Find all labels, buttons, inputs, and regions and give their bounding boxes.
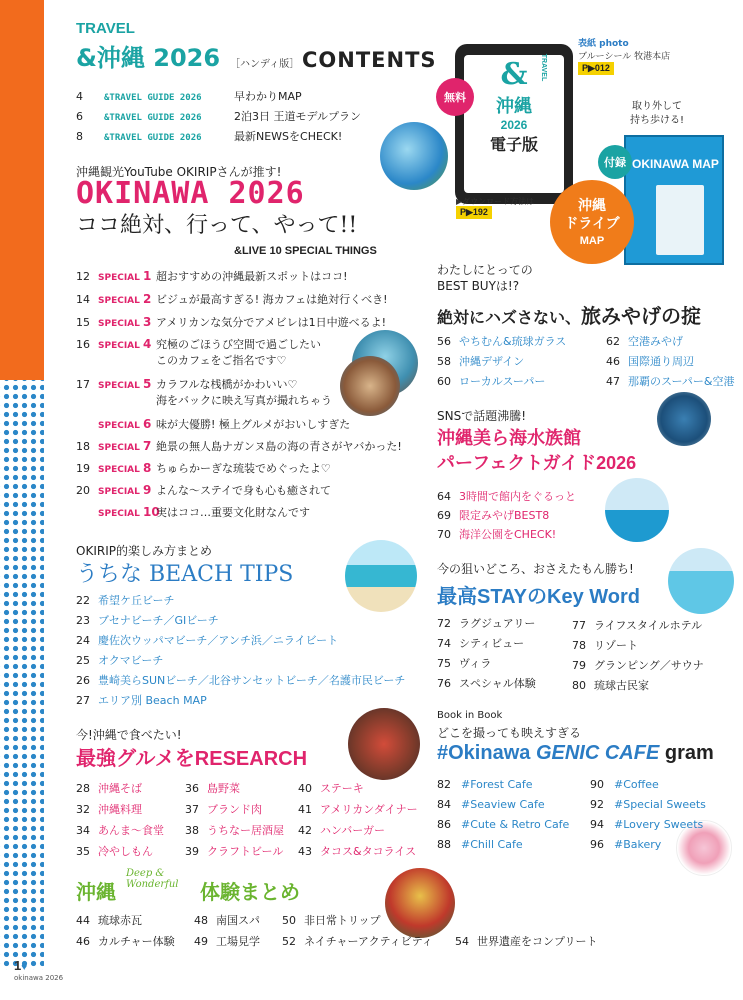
gourmet-text: うちなー居酒屋 xyxy=(207,824,284,837)
special-number xyxy=(98,315,156,329)
cafe-item[interactable] xyxy=(590,818,703,831)
page-number: 27 xyxy=(76,694,90,707)
special-text: 究極のごほうび空間で過ごしたい xyxy=(156,338,321,351)
special-number xyxy=(98,461,156,475)
souvenir-item[interactable] xyxy=(606,373,734,389)
page-number: 94 xyxy=(590,818,604,831)
cafe-text: #Lovery Sweets xyxy=(614,818,704,831)
page-number: 60 xyxy=(437,375,451,388)
removable-note: 取り外して 持ち歩ける! xyxy=(630,101,685,126)
cover-photo-credit xyxy=(578,38,670,64)
pool-photo xyxy=(668,548,734,614)
gourmet-item[interactable] xyxy=(76,780,142,796)
special-label: SPECIAL xyxy=(98,296,140,306)
stay-item[interactable] xyxy=(572,637,638,653)
special-text: ビジュが最高すぎる! 海カフェは絶対行くべき! xyxy=(156,293,388,306)
ebook-screen xyxy=(464,55,564,193)
page-number: 78 xyxy=(572,639,586,652)
beach-item[interactable] xyxy=(76,652,163,668)
experience-title: 体験まとめ xyxy=(200,882,300,904)
special-number xyxy=(98,439,156,453)
experience-item[interactable] xyxy=(282,933,433,949)
page-number: 54 xyxy=(455,935,469,948)
page-number: 20 xyxy=(76,484,90,497)
stay-lead: 今の狙いどころ、おさえたもん勝ち! xyxy=(437,562,634,576)
beach-text: エリア別 Beach MAP xyxy=(98,694,207,707)
special-item[interactable] xyxy=(76,482,331,498)
souvenir-text: 沖縄デザイン xyxy=(459,355,525,368)
experience-text: 世界遺産をコンプリート xyxy=(477,935,598,948)
beach-text: 慶佐次ウッパマビーチ／アンチ浜／ニライビート xyxy=(98,634,339,647)
page-number: 36 xyxy=(185,782,199,795)
page-number: 84 xyxy=(437,798,451,811)
beach-item[interactable] xyxy=(76,592,175,608)
page-number: 77 xyxy=(572,619,586,632)
bestbuy-lead-1: わたしにとっての xyxy=(437,263,533,277)
special-text: ちゅらかーぎな琉装でめぐったよ♡ xyxy=(156,462,331,475)
cafe-text: #Seaview Cafe xyxy=(461,798,545,811)
page-number: 6 xyxy=(76,110,83,123)
page-number: 18 xyxy=(76,440,90,453)
special-num: 5 xyxy=(143,377,152,391)
stay-item[interactable] xyxy=(437,615,535,631)
page-number: 22 xyxy=(76,594,90,607)
beach-text: 希望ケ丘ビーチ xyxy=(98,594,175,607)
stay-text: ラグジュアリー xyxy=(459,617,536,630)
cover-page-badge[interactable]: P▶012 xyxy=(578,62,614,75)
cafe-title-c: gram xyxy=(664,742,714,764)
guide-item[interactable] xyxy=(76,88,302,104)
gourmet-item[interactable] xyxy=(76,801,142,817)
special-text: このカフェをご指名です♡ xyxy=(156,354,287,367)
experience-item[interactable] xyxy=(282,912,381,928)
ebook-label: 電子版 xyxy=(489,137,538,154)
special-number xyxy=(98,292,156,306)
souvenir-item[interactable] xyxy=(606,353,694,369)
page-number: 32 xyxy=(76,803,90,816)
page-number: 12 xyxy=(76,270,90,283)
page-number: 86 xyxy=(437,818,451,831)
page-number: 56 xyxy=(437,335,451,348)
experience-item[interactable] xyxy=(455,933,598,949)
map-booklet-panel xyxy=(656,185,704,255)
experience-text: ネイチャーアクティビティ xyxy=(304,935,433,948)
gourmet-item[interactable] xyxy=(298,822,385,838)
gourmet-item[interactable] xyxy=(298,780,364,796)
page-number: 75 xyxy=(437,657,451,670)
guide-label: &TRAVEL GUIDE 2026 xyxy=(104,93,202,103)
special-label: SPECIAL xyxy=(98,273,140,283)
stay-text: ライフスタイルホテル xyxy=(594,619,703,632)
dance-photo xyxy=(385,868,455,938)
page-folio xyxy=(14,958,27,973)
page-number: 19 xyxy=(76,462,90,475)
cafe-title-a: #Okinawa xyxy=(437,742,531,764)
gourmet-text: 沖縄料理 xyxy=(98,803,142,816)
beach-lead: OKIRIP的楽しみ方まとめ xyxy=(76,544,212,558)
beach-title: うちな BEACH TIPS xyxy=(76,562,294,587)
page-number: 38 xyxy=(185,824,199,837)
ebook-amp: & xyxy=(500,57,528,92)
experience-item[interactable] xyxy=(194,912,260,928)
special-item[interactable] xyxy=(76,376,297,392)
guide-title: 早わかりMAP xyxy=(234,90,302,103)
guide-label: &TRAVEL GUIDE 2026 xyxy=(104,113,202,123)
stay-item[interactable] xyxy=(437,655,491,671)
stay-item[interactable] xyxy=(572,677,649,693)
page-number: 96 xyxy=(590,838,604,851)
cafe-text: #Bakery xyxy=(614,838,662,851)
bestbuy-lead xyxy=(437,262,533,294)
folio-number: 1 xyxy=(14,958,22,973)
heart-icon: ♥ xyxy=(21,962,28,973)
special-num: 4 xyxy=(143,337,152,351)
page-number: 23 xyxy=(76,614,90,627)
special-subtitle: ココ絶対、行って、やって!! xyxy=(76,213,358,238)
page-number: 41 xyxy=(298,803,312,816)
special-item[interactable] xyxy=(76,291,388,307)
special-text: 超おすすめの沖縄最新スポットはココ! xyxy=(156,270,348,283)
page-number: 46 xyxy=(606,355,620,368)
page-number: 16 xyxy=(76,338,90,351)
special-number xyxy=(98,377,156,391)
special-text: カラフルな桟橋がかわいい♡ xyxy=(156,378,298,391)
special-lead: 沖縄観光YouTube OKIRIPさんが推す! xyxy=(76,165,282,179)
beach-item[interactable] xyxy=(76,672,405,688)
gourmet-title: 最強グルメをRESEARCH xyxy=(76,748,308,770)
page-number: 62 xyxy=(606,335,620,348)
page-number: 74 xyxy=(437,637,451,650)
beach-item[interactable] xyxy=(76,632,338,648)
experience-text: 南国スパ xyxy=(216,914,260,927)
beach-item[interactable] xyxy=(76,692,207,708)
page-number: 39 xyxy=(185,845,199,858)
map-booklet-illustration xyxy=(624,135,724,265)
stay-text: スペシャル体験 xyxy=(459,677,536,690)
cafe-lead: どこを撮っても映えすぎる xyxy=(437,726,582,740)
special-num: 6 xyxy=(143,417,152,431)
drive-map-title-3: MAP xyxy=(579,235,605,247)
aquarium-text: 3時間で館内をぐるっと xyxy=(459,490,576,503)
page-number: 28 xyxy=(76,782,90,795)
special-item[interactable] xyxy=(76,416,350,432)
stay-item[interactable] xyxy=(572,657,704,673)
gourmet-item[interactable] xyxy=(76,843,153,859)
experience-text: 非日常トリップ xyxy=(304,914,381,927)
special-text: 味が大優勝! 極上グルメがおいしすぎた xyxy=(156,418,351,431)
cafe-title xyxy=(437,742,714,765)
gourmet-text: 沖縄そば xyxy=(98,782,142,795)
souvenir-item[interactable] xyxy=(437,373,545,389)
stay-text: シティビュー xyxy=(459,637,525,650)
bestbuy-title-a: 絶対にハズさない、 xyxy=(437,310,582,327)
cafe-item[interactable] xyxy=(437,818,569,831)
page-number: 44 xyxy=(76,914,90,927)
gourmet-item[interactable] xyxy=(185,843,283,859)
stay-item[interactable] xyxy=(572,617,702,633)
special-text: 実はココ…重要文化財なんです xyxy=(156,506,310,519)
steak-photo xyxy=(348,708,420,780)
cover-photo-place: ブルーシール 牧港本店 xyxy=(578,52,671,62)
cafe-item[interactable] xyxy=(437,798,545,811)
cafe-item[interactable] xyxy=(437,778,533,791)
special-number xyxy=(98,417,156,431)
experience-text: 工場見学 xyxy=(216,935,260,948)
special-num: 7 xyxy=(143,439,152,453)
page-number: 4 xyxy=(76,90,83,103)
contents-heading: CONTENTS xyxy=(302,48,437,72)
gourmet-text: ステーキ xyxy=(320,782,364,795)
gourmet-text: ハンバーガー xyxy=(320,824,386,837)
special-label: SPECIAL xyxy=(98,465,140,475)
page-number: 48 xyxy=(194,914,208,927)
souvenir-text: 空港みやげ xyxy=(628,335,683,348)
special-label: SPECIAL xyxy=(98,443,140,453)
stay-text: 琉球古民家 xyxy=(594,679,649,692)
special-num: 3 xyxy=(143,315,152,329)
page-number: 52 xyxy=(282,935,296,948)
souvenir-item[interactable] xyxy=(606,333,683,349)
experience-wonderful: Wonderful xyxy=(126,879,179,890)
guide-label: &TRAVEL GUIDE 2026 xyxy=(104,133,202,143)
special-item[interactable] xyxy=(76,336,321,352)
page-number: 34 xyxy=(76,824,90,837)
beach-text: オクマビーチ xyxy=(98,654,164,667)
special-label: SPECIAL xyxy=(98,341,140,351)
page-number: 14 xyxy=(76,293,90,306)
gourmet-text: タコス&タコライス xyxy=(320,845,417,858)
page-number: 72 xyxy=(437,617,451,630)
page-number: 79 xyxy=(572,659,586,672)
bestbuy-title xyxy=(437,300,701,329)
page-number: 24 xyxy=(76,634,90,647)
special-label: SPECIAL xyxy=(98,421,140,431)
guide-title: 2泊3日 王道モデルプラン xyxy=(234,110,361,123)
page-number: 69 xyxy=(437,509,451,522)
download-page-badge[interactable]: P▶192 xyxy=(456,206,492,219)
beach-item[interactable] xyxy=(76,612,219,628)
download-note: ▶ダウンロード方法は xyxy=(456,197,535,206)
ebook-okinawa: 沖縄 xyxy=(496,96,532,116)
drive-map-badge[interactable] xyxy=(550,180,634,264)
gourmet-text: ブランド肉 xyxy=(207,803,262,816)
special-item-continued xyxy=(76,352,286,368)
experience-deep: Deep & xyxy=(126,868,165,879)
guide-item[interactable] xyxy=(76,128,342,144)
heart-pattern-band xyxy=(0,380,44,970)
special-text: アメリカンな気分でアメビレは1日中遊べるよ! xyxy=(156,316,386,329)
souvenir-text: ローカルスーパー xyxy=(459,375,546,388)
cafe-item[interactable] xyxy=(590,778,659,791)
souvenir-text: 国際通り周辺 xyxy=(628,355,694,368)
cafe-text: #Forest Cafe xyxy=(461,778,533,791)
special-num: 10 xyxy=(143,505,160,519)
experience-deep-wonderful xyxy=(126,868,179,890)
drive-map-title-2: ドライブ xyxy=(564,215,620,231)
gourmet-lead: 今!沖縄で食べたい! xyxy=(76,728,182,742)
page-number: 82 xyxy=(437,778,451,791)
folio-subtitle: okinawa 2026 xyxy=(14,974,64,982)
aquarium-item[interactable] xyxy=(437,526,556,542)
brand-travel: TRAVEL xyxy=(76,20,135,37)
stay-item[interactable] xyxy=(437,635,524,651)
page-number: 35 xyxy=(76,845,90,858)
cover-photo-label: 表紙 photo xyxy=(578,39,629,49)
orange-side-band xyxy=(0,0,44,380)
cafe-item[interactable] xyxy=(437,838,523,851)
gourmet-text: 冷やしもん xyxy=(98,845,153,858)
page-number: 17 xyxy=(76,378,90,391)
souvenir-text: やちむん&琉球ガラス xyxy=(459,335,567,348)
cafe-item[interactable] xyxy=(590,838,661,851)
special-number xyxy=(98,483,156,497)
special-title: OKINAWA 2026 xyxy=(76,176,305,211)
gourmet-item[interactable] xyxy=(298,801,418,817)
stay-title: 最高STAYのKey Word xyxy=(437,586,640,608)
beach-text: ブセナビーチ／GIビーチ xyxy=(98,614,219,627)
free-badge: 無料 xyxy=(436,78,474,116)
special-num: 1 xyxy=(143,269,152,283)
special-item[interactable] xyxy=(76,314,386,330)
special-num: 2 xyxy=(143,292,152,306)
gourmet-photo xyxy=(340,356,400,416)
page-number: 40 xyxy=(298,782,312,795)
gourmet-text: アメリカンダイナー xyxy=(320,803,418,816)
page-number: 49 xyxy=(194,935,208,948)
guide-title: 最新NEWSをCHECK! xyxy=(234,130,343,143)
special-label: SPECIAL xyxy=(98,487,140,497)
page-number: 25 xyxy=(76,654,90,667)
dolphin-photo xyxy=(605,478,669,542)
aquarium-text: 海洋公園をCHECK! xyxy=(459,528,557,541)
cafe-text: #Special Sweets xyxy=(614,798,706,811)
gourmet-text: クラフトビール xyxy=(207,845,284,858)
page-number: 64 xyxy=(437,490,451,503)
furoku-badge: 付録 xyxy=(598,145,632,179)
special-label: SPECIAL xyxy=(98,319,140,329)
beach-text: 豊崎美らSUNビーチ／北谷サンセットビーチ／名護市民ビーチ xyxy=(98,674,406,687)
page-number: 15 xyxy=(76,316,90,329)
experience-text: カルチャー体験 xyxy=(98,935,175,948)
special-text: よんな～ステイで身も心も癒されて xyxy=(156,484,332,497)
special-item[interactable] xyxy=(76,460,331,476)
cafe-text: #Chill Cafe xyxy=(461,838,523,851)
experience-item[interactable] xyxy=(76,933,175,949)
special-text: 海をバックに映え写真が撮れちゃう xyxy=(156,394,332,407)
souvenir-item[interactable] xyxy=(437,333,566,349)
aquarium-text: 限定みやげBEST8 xyxy=(459,509,550,522)
page-number: 88 xyxy=(437,838,451,851)
cafe-text: #Cute & Retro Cafe xyxy=(461,818,570,831)
gourmet-item[interactable] xyxy=(185,780,240,796)
beach-photo xyxy=(345,540,417,612)
ebook-year: 2026 xyxy=(500,118,528,132)
special-item[interactable] xyxy=(76,438,402,454)
experience-item[interactable] xyxy=(194,933,260,949)
page-number: 8 xyxy=(76,130,83,143)
experience-text: 琉球赤瓦 xyxy=(98,914,142,927)
cafe-title-b: GENIC CAFE xyxy=(535,742,660,764)
aquarium-item[interactable] xyxy=(437,507,549,523)
aquarium-title xyxy=(437,426,636,476)
aquarium-lead: SNSで話題沸騰! xyxy=(437,409,527,423)
special-text: 絶景の無人島ナガンヌ島の海の青さがヤバかった! xyxy=(156,440,402,453)
aquarium-item[interactable] xyxy=(437,488,576,504)
gourmet-item[interactable] xyxy=(298,843,416,859)
guide-item[interactable] xyxy=(76,108,361,124)
page-number: 80 xyxy=(572,679,586,692)
souvenir-item[interactable] xyxy=(437,353,524,369)
aquarium-title-1: 沖縄美ら海水族館 xyxy=(437,428,581,448)
stay-text: リゾート xyxy=(594,639,638,652)
cafe-item[interactable] xyxy=(590,798,706,811)
book-in-book-label: Book in Book xyxy=(437,710,503,721)
special-number xyxy=(98,269,156,283)
special-item-continued xyxy=(76,392,332,408)
page-number: 46 xyxy=(76,935,90,948)
page-number: 42 xyxy=(298,824,312,837)
page-number: 47 xyxy=(606,375,620,388)
special-label: SPECIAL xyxy=(98,381,140,391)
live-10-special-things: &LIVE 10 SPECIAL THINGS xyxy=(234,245,377,257)
handy-edition-label: ［ハンディ版］ xyxy=(230,59,300,70)
special-number xyxy=(98,505,160,519)
map-booklet-title: OKINAWA MAP xyxy=(632,157,719,171)
cafe-text: #Coffee xyxy=(614,778,659,791)
page-number: 43 xyxy=(298,845,312,858)
page-number: 50 xyxy=(282,914,296,927)
drive-map-title-1: 沖縄 xyxy=(578,197,606,213)
page-number: 58 xyxy=(437,355,451,368)
tower-photo xyxy=(380,122,448,190)
bestbuy-title-b: 旅みやげの掟 xyxy=(581,306,702,328)
souvenir-text: 那覇のスーパー&空港 xyxy=(628,375,735,388)
experience-item[interactable] xyxy=(76,912,142,928)
page-number: 92 xyxy=(590,798,604,811)
stay-text: グランピング／サウナ xyxy=(594,659,704,672)
experience-okinawa: 沖縄 xyxy=(76,882,116,904)
page-number: 90 xyxy=(590,778,604,791)
ebook-travel: TRAVEL xyxy=(540,53,548,82)
page-number: 37 xyxy=(185,803,199,816)
gourmet-text: あんま～食堂 xyxy=(98,824,164,837)
gourmet-item[interactable] xyxy=(185,801,262,817)
page-number: 76 xyxy=(437,677,451,690)
special-number xyxy=(98,337,156,351)
bestbuy-lead-2: BEST BUYは!? xyxy=(437,279,520,293)
stay-text: ヴィラ xyxy=(459,657,492,670)
plate-photo xyxy=(657,392,711,446)
special-num: 9 xyxy=(143,483,152,497)
special-item[interactable] xyxy=(76,268,348,284)
gourmet-text: 島野菜 xyxy=(207,782,240,795)
page-number: 26 xyxy=(76,674,90,687)
special-item[interactable] xyxy=(76,504,310,520)
brand-okinawa-2026: &沖縄 2026 xyxy=(76,44,221,72)
gourmet-item[interactable] xyxy=(76,822,164,838)
stay-item[interactable] xyxy=(437,675,536,691)
page-number: 70 xyxy=(437,528,451,541)
aquarium-title-2: パーフェクトガイド2026 xyxy=(437,453,637,473)
special-num: 8 xyxy=(143,461,152,475)
gourmet-item[interactable] xyxy=(185,822,284,838)
special-label: SPECIAL xyxy=(98,509,140,519)
